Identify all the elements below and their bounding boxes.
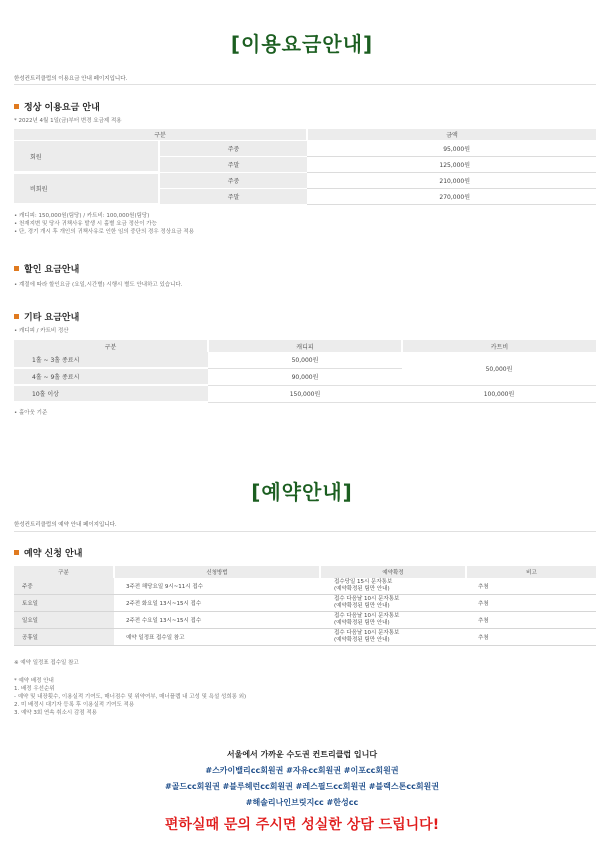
hole-range-cell: 10홀 이상 bbox=[14, 385, 208, 402]
regular-fee-heading-text: 정상 이용요금 안내 bbox=[24, 103, 100, 113]
pricing-intro: 한성컨트리클럽의 이용요금 안내 페이지입니다. bbox=[14, 76, 128, 82]
reservation-intro: 한성컨트리클럽의 예약 안내 페이지입니다. bbox=[14, 522, 117, 528]
col-header-confirm: 예약확정 bbox=[320, 566, 466, 578]
confirm-line: (예약확정된 팀만 안내) bbox=[334, 603, 390, 609]
regular-fee-table bbox=[14, 129, 596, 206]
bullet-square-icon bbox=[14, 550, 19, 555]
table-row bbox=[14, 173, 596, 189]
hole-range-cell: 1홀 ~ 3홀 종료시 bbox=[14, 352, 208, 368]
reservation-notes bbox=[14, 677, 246, 717]
note-line: • 천재지변 및 당사 귀책사유 발생 시 홀별 요금 정산이 가능 bbox=[14, 221, 157, 227]
method-cell: 예약 일정표 접수일 참고 bbox=[114, 629, 320, 646]
type-cell: 일요일 bbox=[14, 612, 114, 629]
pricing-page-title: [이용요금안내] bbox=[230, 32, 374, 56]
hashtag-line: #골드cc회원권 #블루헤런cc회원권 #레스필드cc회원권 #블랙스톤cc회원권 bbox=[164, 782, 440, 791]
reservation-table-note: ※ 예약 일정표 접수일 참고 bbox=[14, 660, 79, 666]
divider bbox=[14, 531, 596, 532]
note-line: • 캐디피: 150,000원(팀당) / 카트비: 100,000원(팀당) bbox=[14, 213, 150, 219]
price-cell: 95,000원 bbox=[307, 141, 596, 157]
table-row bbox=[14, 595, 596, 612]
table-row bbox=[14, 629, 596, 646]
note-line: * 예약 배정 안내 bbox=[14, 678, 54, 684]
member-group-cell: 회원 bbox=[14, 141, 159, 173]
hashtag-line: #스카이밸리cc회원권 #자유cc회원권 #이포cc회원권 bbox=[205, 766, 399, 775]
caddie-fee-cell: 150,000원 bbox=[208, 385, 402, 402]
price-cell: 270,000원 bbox=[307, 189, 596, 205]
note-line: 1. 배정 우선순위 bbox=[14, 686, 55, 692]
reservation-page-title: [예약안내] bbox=[251, 480, 353, 504]
confirm-line: (예약확정된 팀만 안내) bbox=[334, 586, 390, 592]
col-header-remark: 비고 bbox=[466, 566, 596, 578]
day-cell: 주중 bbox=[159, 173, 307, 189]
reservation-heading-text: 예약 신청 안내 bbox=[24, 549, 83, 559]
cart-fee-cell: 100,000원 bbox=[402, 385, 596, 402]
other-fee-sub: • 캐디피 / 카트비 정산 bbox=[14, 328, 69, 334]
other-fee-table bbox=[14, 340, 596, 403]
type-cell: 토요일 bbox=[14, 595, 114, 612]
confirm-line: (예약확정된 팀만 안내) bbox=[334, 620, 390, 626]
remark-cell: 추첨 bbox=[466, 612, 596, 629]
note-line: - 예약 및 내장횟수, 이용실적 기여도, 매너점수 및 위약여부, 매너플랩 내 고성 및 욕설 성희롱 외) bbox=[14, 694, 247, 700]
discount-fee-heading-text: 할인 요금안내 bbox=[24, 265, 80, 275]
remark-cell: 추첨 bbox=[466, 629, 596, 646]
price-cell: 125,000원 bbox=[307, 157, 596, 173]
method-cell: 2주전 화요일 13시~15시 접수 bbox=[114, 595, 320, 612]
nonmember-group-cell: 비회원 bbox=[14, 173, 159, 205]
type-cell: 공휴일 bbox=[14, 629, 114, 646]
method-cell: 2주전 수요일 13시~15시 접수 bbox=[114, 612, 320, 629]
col-header-category: 구분 bbox=[14, 129, 307, 141]
divider bbox=[14, 84, 596, 85]
caddie-fee-cell: 90,000원 bbox=[208, 368, 402, 385]
col-header-category: 구분 bbox=[14, 340, 208, 352]
bullet-square-icon bbox=[14, 266, 19, 271]
col-header-cart: 카트비 bbox=[402, 340, 596, 352]
remark-cell: 추첨 bbox=[466, 595, 596, 612]
note-line: • 단, 경기 개시 후 개인의 귀책사유로 인한 임의 중단의 경우 정상요금 적용 bbox=[14, 229, 195, 235]
regular-fee-heading bbox=[14, 100, 100, 113]
regular-fee-notes bbox=[14, 212, 194, 236]
note-line: 3. 예약 3회 연속 취소시 감점 적용 bbox=[14, 710, 97, 716]
confirm-cell bbox=[320, 629, 466, 646]
col-header-method: 신청방법 bbox=[114, 566, 320, 578]
table-row bbox=[14, 578, 596, 595]
confirm-line: 접수당일 15시 문자통보 bbox=[334, 579, 393, 585]
table-header-row bbox=[14, 566, 596, 578]
other-fee-heading bbox=[14, 310, 79, 323]
day-cell: 주중 bbox=[159, 141, 307, 157]
confirm-line: 접수 다음날 10시 문자통보 bbox=[334, 596, 400, 602]
table-row bbox=[14, 141, 596, 157]
day-cell: 주말 bbox=[159, 157, 307, 173]
hole-out-note: • 홀아웃 기준 bbox=[14, 410, 48, 416]
reservation-table bbox=[14, 566, 596, 646]
discount-note: • 계절에 따라 할인요금 (요일,시간별) 시행시 별도 안내하고 있습니다. bbox=[14, 282, 183, 288]
confirm-cell bbox=[320, 578, 466, 595]
col-header-price: 금액 bbox=[307, 129, 596, 141]
effective-date-note: * 2022년 4월 1일(금)부터 변경 요금제 적용 bbox=[14, 118, 122, 124]
confirm-cell bbox=[320, 612, 466, 629]
remark-cell: 추첨 bbox=[466, 578, 596, 595]
table-header-row bbox=[14, 340, 596, 352]
footer-headline: 서울에서 가까운 수도권 컨트리클럽 입니다 bbox=[226, 750, 378, 759]
bullet-square-icon bbox=[14, 104, 19, 109]
confirm-line: 접수 다음날 10시 문자통보 bbox=[334, 613, 400, 619]
bullet-square-icon bbox=[14, 314, 19, 319]
hole-range-cell: 4홀 ~ 9홀 종료시 bbox=[14, 368, 208, 385]
hashtag-line: #해솔리나인브릿지cc #한성cc bbox=[245, 798, 359, 807]
day-cell: 주말 bbox=[159, 189, 307, 205]
contact-cta: 편하실때 문의 주시면 성실한 상담 드립니다! bbox=[164, 817, 440, 833]
table-header-row bbox=[14, 129, 596, 141]
discount-fee-heading bbox=[14, 262, 79, 275]
cart-fee-merged-cell: 50,000원 bbox=[402, 352, 596, 385]
table-row bbox=[14, 612, 596, 629]
price-cell: 210,000원 bbox=[307, 173, 596, 189]
table-row bbox=[14, 352, 596, 368]
reservation-heading bbox=[14, 546, 82, 559]
col-header-caddie: 캐디피 bbox=[208, 340, 402, 352]
col-header-type: 구분 bbox=[14, 566, 114, 578]
caddie-fee-cell: 50,000원 bbox=[208, 352, 402, 368]
confirm-line: 접수 다음날 10시 문자통보 bbox=[334, 630, 400, 636]
method-cell: 3주전 해당요일 9시~11시 접수 bbox=[114, 578, 320, 595]
type-cell: 주중 bbox=[14, 578, 114, 595]
confirm-cell bbox=[320, 595, 466, 612]
other-fee-heading-text: 기타 요금안내 bbox=[24, 313, 80, 323]
table-row bbox=[14, 385, 596, 402]
note-line: 2. 미 배정시 대기자 등록 후 이용실적 기여도 적용 bbox=[14, 702, 135, 708]
confirm-line: (예약확정된 팀만 안내) bbox=[334, 637, 390, 643]
